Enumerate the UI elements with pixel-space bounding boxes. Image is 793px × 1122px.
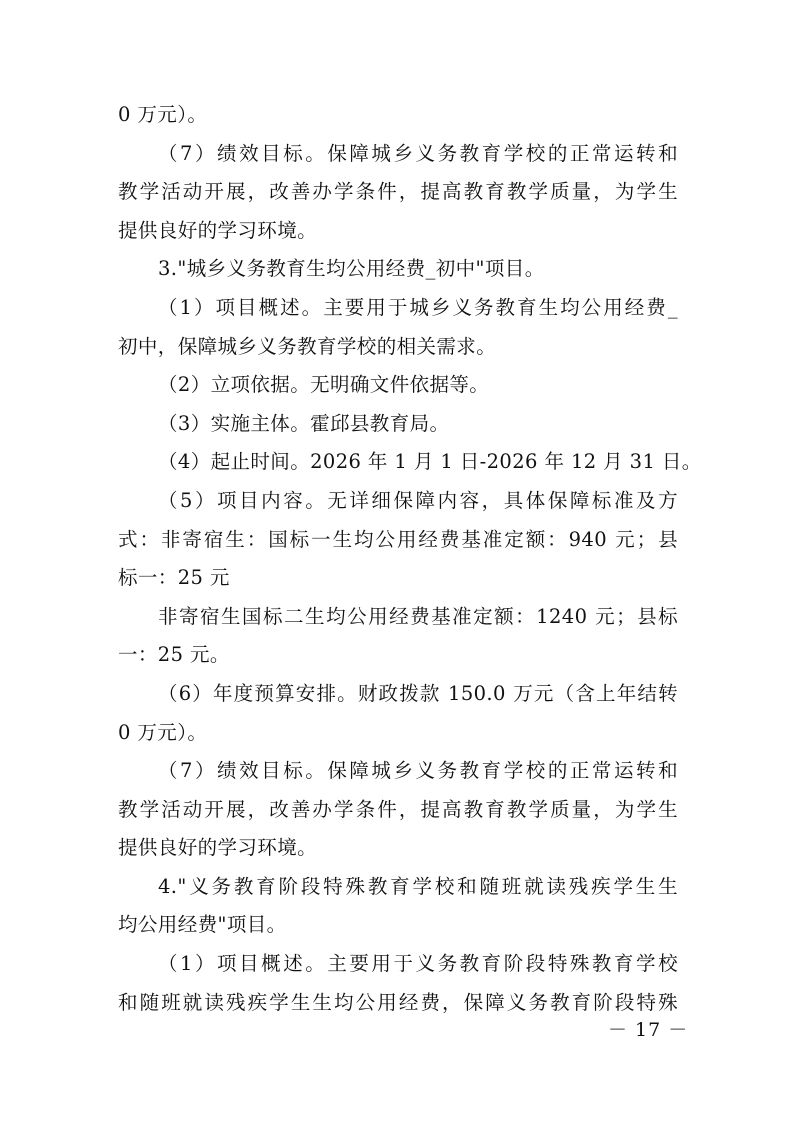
text-line: 式：非寄宿生：国标一生均公用经费基准定额：940 元；县 bbox=[118, 527, 678, 551]
text-line: 和随班就读残疾学生生均公用经费，保障义务教育阶段特殊 bbox=[118, 990, 678, 1014]
text-line: 初中，保障城乡义务教育学校的相关需求。 bbox=[118, 334, 497, 358]
text-line: （1）项目概述。主要用于义务教育阶段特殊教育学校 bbox=[158, 952, 678, 976]
text-line: 教学活动开展，改善办学条件，提高教育教学质量，为学生 bbox=[118, 797, 678, 821]
text-line: （7）绩效目标。保障城乡义务教育学校的正常运转和 bbox=[158, 759, 678, 783]
text-line: 非寄宿生国标二生均公用经费基准定额：1240 元；县标 bbox=[158, 604, 678, 628]
text-line: 教学活动开展，改善办学条件，提高教育教学质量，为学生 bbox=[118, 180, 678, 204]
document-body bbox=[118, 96, 702, 1022]
text-line: （6）年度预算安排。财政拨款 150.0 万元（含上年结转 bbox=[158, 681, 678, 705]
text-line: （7）绩效目标。保障城乡义务教育学校的正常运转和 bbox=[158, 141, 678, 165]
text-line: 0 万元）。 bbox=[118, 720, 208, 744]
text-line: （1）项目概述。主要用于城乡义务教育生均公用经费_ bbox=[158, 295, 678, 319]
text-line: （4）起止时间。2026 年 1 月 1 日-2026 年 12 月 31 日。 bbox=[158, 450, 702, 474]
text-line: 一：25 元。 bbox=[118, 643, 230, 667]
text-line: 3."城乡义务教育生均公用经费_初中"项目。 bbox=[158, 257, 545, 281]
text-line: （5）项目内容。无详细保障内容，具体保障标准及方 bbox=[158, 488, 678, 512]
text-line: 4."义务教育阶段特殊教育学校和随班就读残疾学生生 bbox=[158, 874, 678, 898]
text-line: 标一：25 元 bbox=[118, 566, 230, 590]
text-line: 均公用经费"项目。 bbox=[118, 913, 287, 937]
page-number: － 17 － bbox=[608, 1019, 689, 1041]
text-line: （3）实施主体。霍邱县教育局。 bbox=[158, 411, 450, 435]
text-line: 提供良好的学习环境。 bbox=[118, 218, 318, 242]
text-line: 0 万元）。 bbox=[118, 103, 208, 126]
text-line: 提供良好的学习环境。 bbox=[118, 836, 318, 860]
text-line: （2）立项依据。无明确文件依据等。 bbox=[158, 373, 490, 397]
